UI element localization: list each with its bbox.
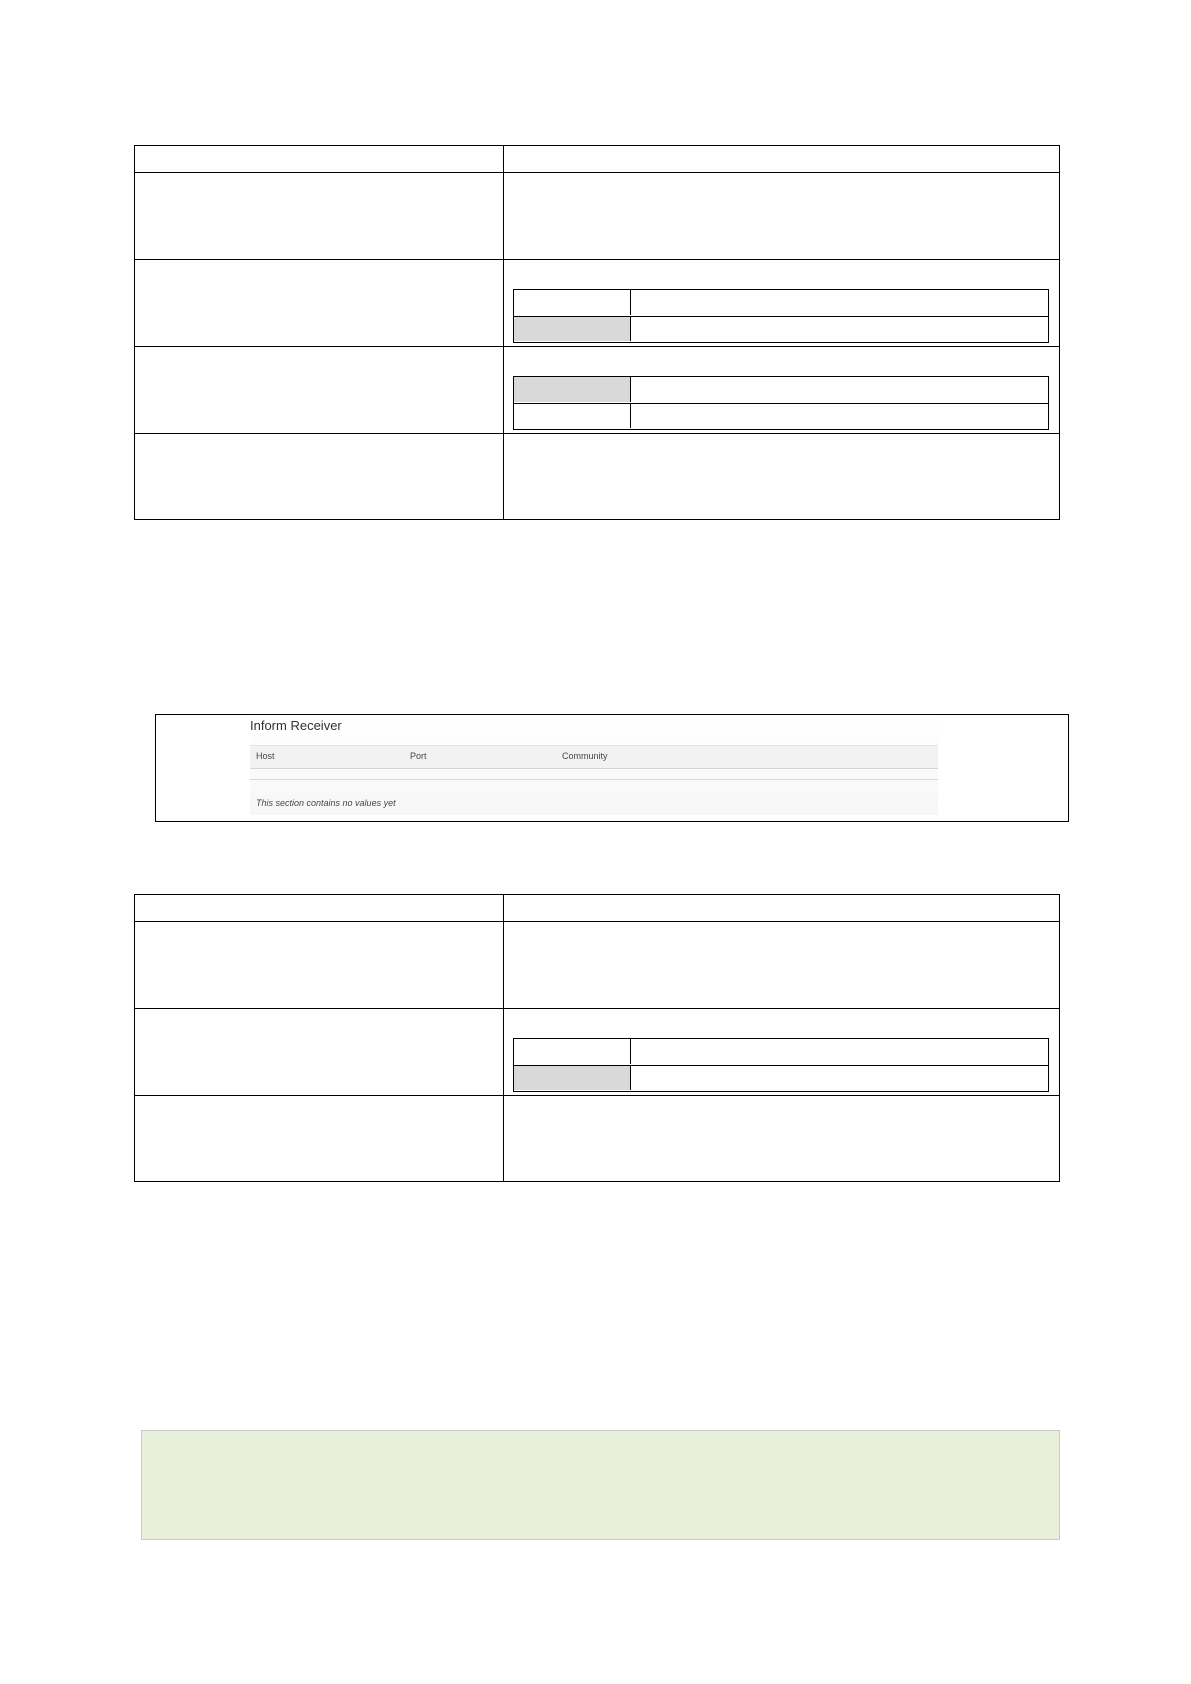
option-key-cell — [514, 290, 631, 315]
note-box — [141, 1430, 1060, 1540]
option-subtable — [513, 1038, 1049, 1092]
divider — [250, 779, 938, 780]
option-key-cell — [514, 404, 631, 428]
parameter-table-2 — [134, 894, 1060, 1182]
column-divider — [503, 146, 504, 519]
option-row — [514, 403, 1048, 428]
option-row — [514, 1065, 1048, 1090]
option-row — [514, 290, 1048, 315]
option-row — [514, 377, 1048, 402]
header-row-divider — [135, 172, 1059, 173]
option-key-cell-default — [514, 1066, 631, 1090]
option-key-cell-default — [514, 377, 631, 402]
option-subtable — [513, 376, 1049, 430]
column-divider — [503, 895, 504, 1181]
row-divider — [135, 1095, 1059, 1096]
parameter-table-1 — [134, 145, 1060, 520]
row-divider — [135, 346, 1059, 347]
option-key-cell-default — [514, 317, 631, 341]
inform-receiver-screenshot — [155, 714, 1069, 822]
row-divider — [135, 433, 1059, 434]
column-header-port: Port — [410, 751, 427, 761]
panel-title: Inform Receiver — [250, 718, 342, 733]
row-divider — [135, 259, 1059, 260]
option-row — [514, 1039, 1048, 1064]
column-header-host: Host — [256, 751, 275, 761]
header-row-divider — [135, 921, 1059, 922]
column-header-community: Community — [562, 751, 608, 761]
inform-receiver-panel — [250, 715, 938, 815]
column-header-row — [250, 745, 938, 769]
empty-section-message: This section contains no values yet — [256, 798, 396, 808]
option-subtable — [513, 289, 1049, 343]
row-divider — [135, 1008, 1059, 1009]
option-row — [514, 316, 1048, 341]
option-key-cell — [514, 1039, 631, 1064]
